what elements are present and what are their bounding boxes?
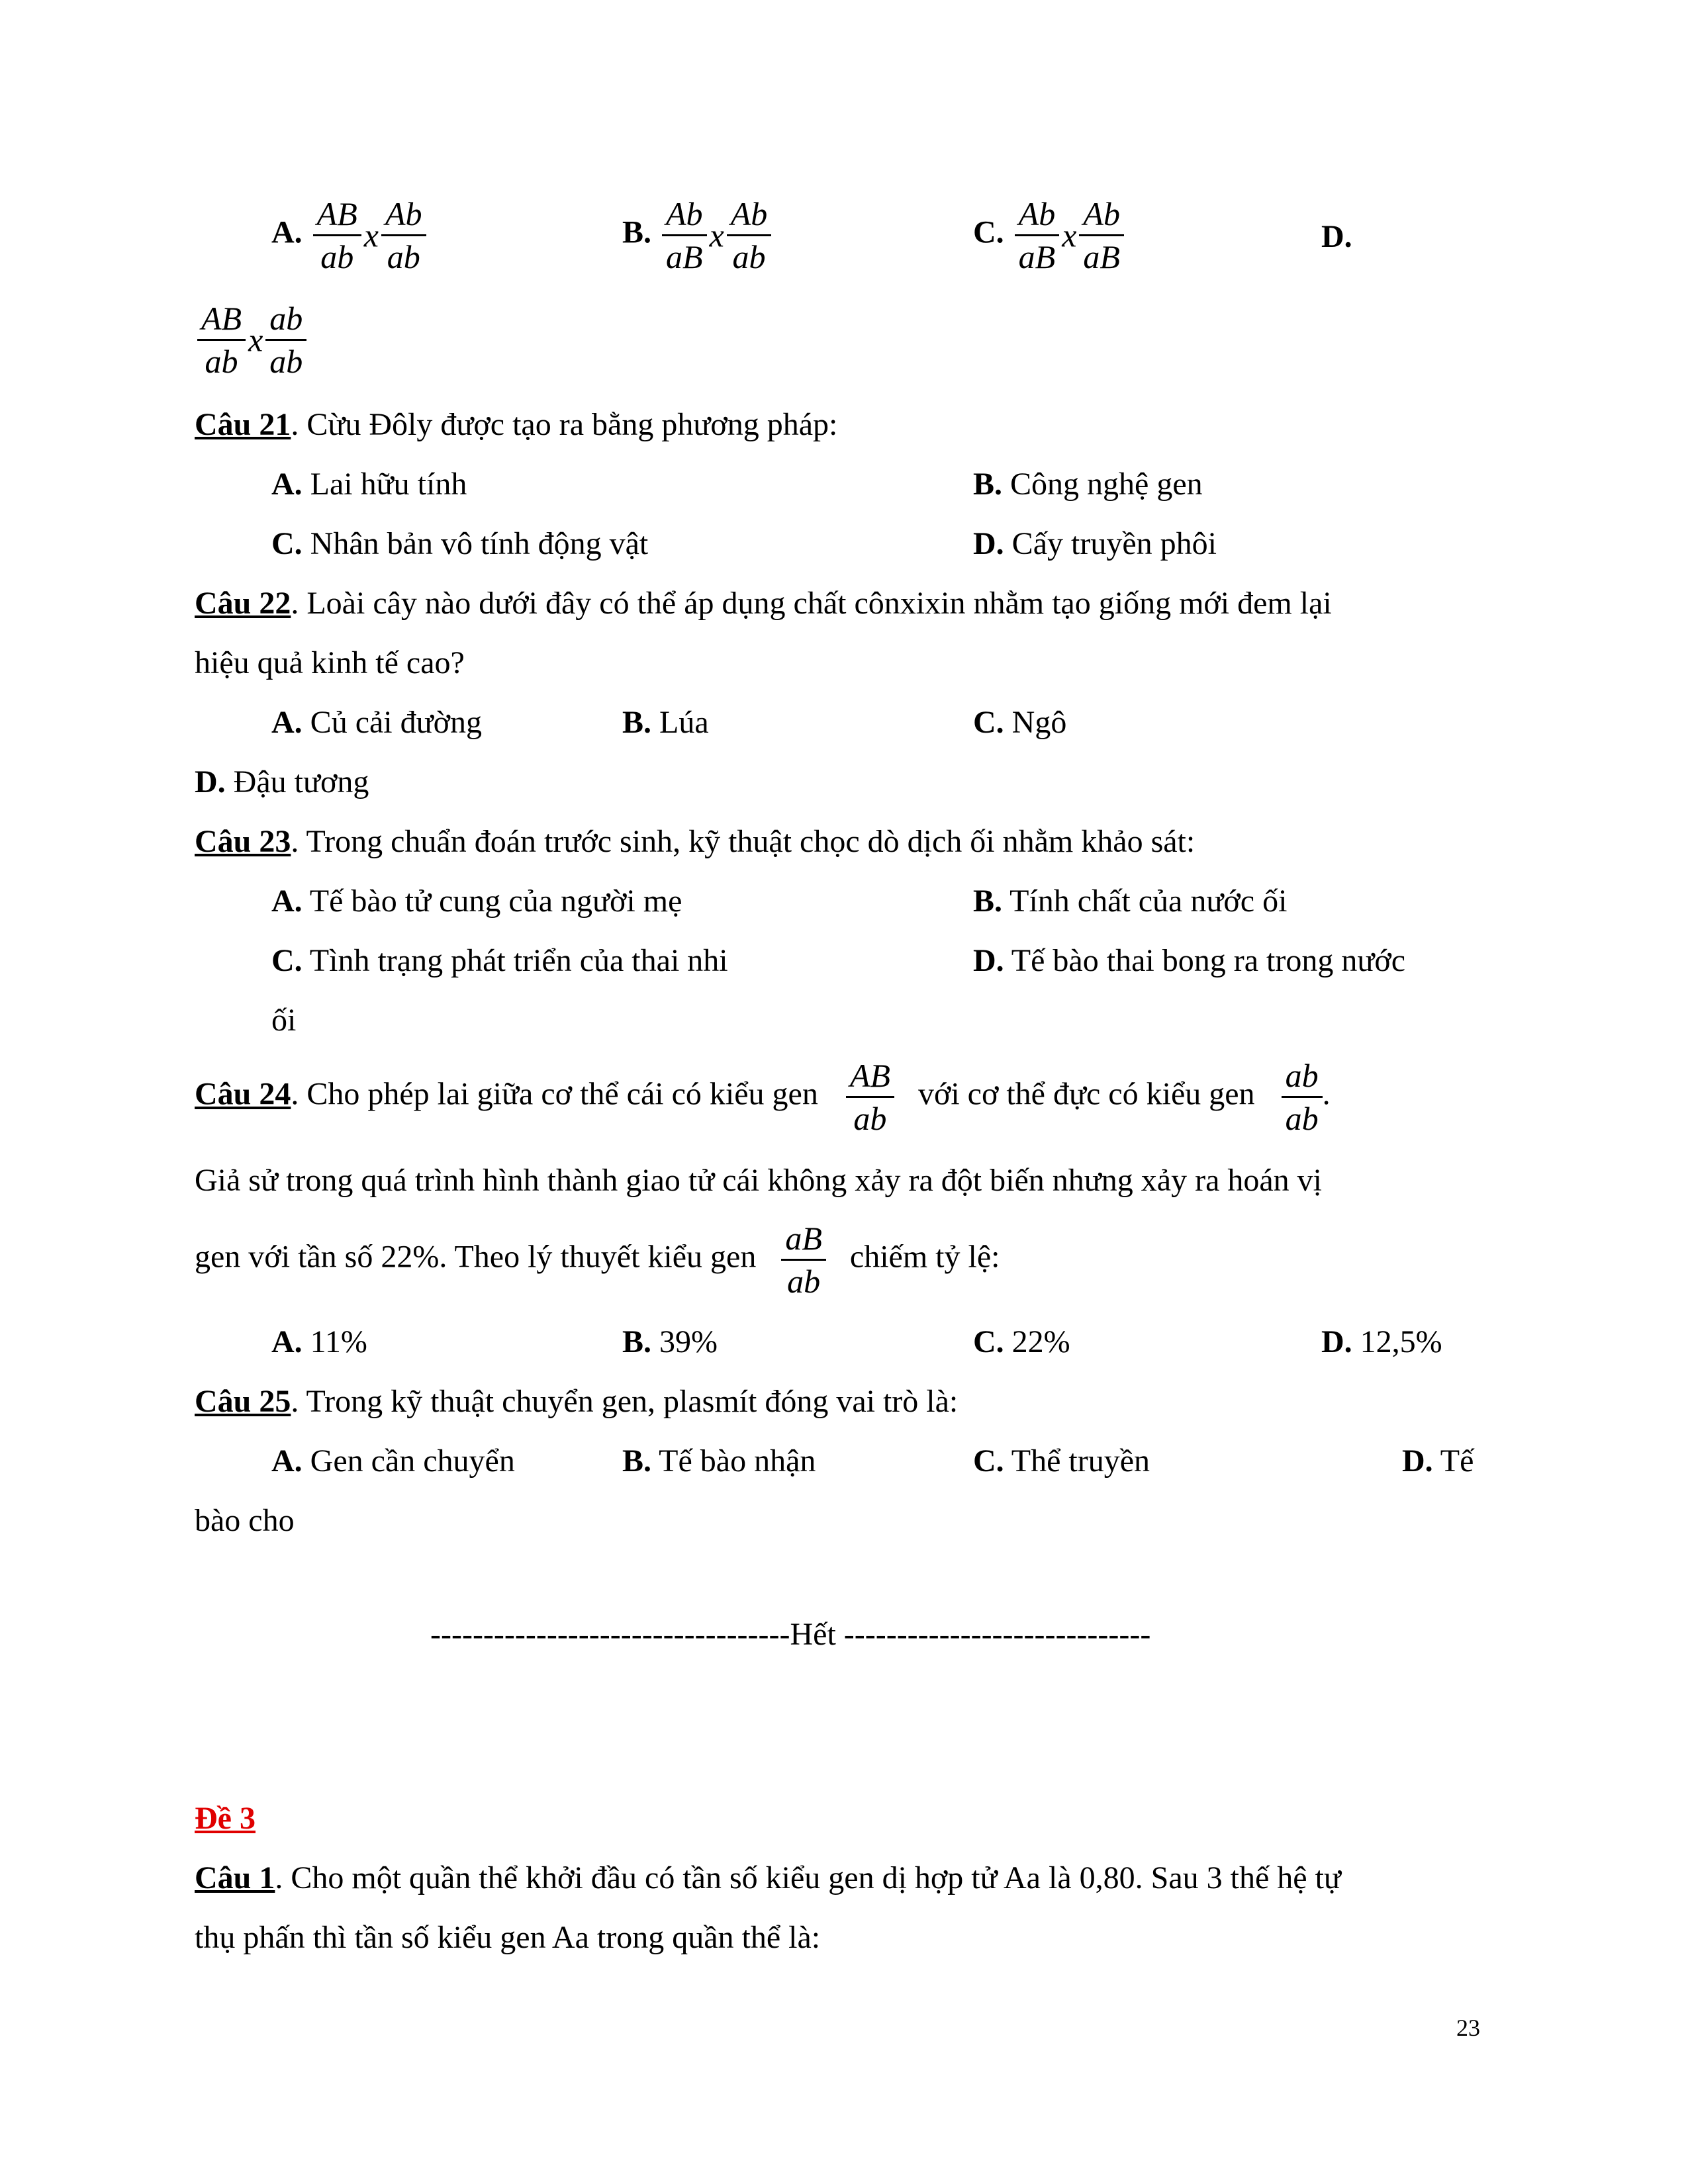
- fraction-denominator: aB: [1018, 238, 1056, 275]
- q22-option-d: [195, 762, 369, 802]
- option-text: 39%: [651, 1324, 718, 1359]
- option-text: Đậu tương: [225, 764, 369, 799]
- option-label: B.: [973, 884, 1003, 919]
- fraction-numerator: Ab: [662, 193, 707, 236]
- q25-option-a: [271, 1441, 515, 1481]
- question-number: Câu 1: [195, 1860, 275, 1895]
- fraction-numerator: AB: [846, 1055, 894, 1098]
- option-text: Tế bào tử cung của người mẹ: [302, 884, 682, 919]
- question-number: Câu 23: [195, 824, 291, 859]
- page-number-text: 23: [1456, 2015, 1480, 2041]
- fraction: [197, 298, 246, 382]
- option-label: B.: [622, 1324, 652, 1359]
- fraction-numerator: ab: [265, 298, 306, 341]
- option-text: Công nghệ gen: [1002, 467, 1203, 502]
- fraction: [313, 193, 361, 277]
- q24-option-b: [622, 1322, 718, 1362]
- option-text: Tế: [1432, 1443, 1474, 1479]
- option-text: Ngô: [1004, 705, 1067, 740]
- section-heading: [195, 1799, 256, 1839]
- fraction-genotype-target: [781, 1218, 826, 1302]
- cross-operator: x: [1062, 216, 1077, 254]
- q23-option-d-cont: [271, 1001, 296, 1040]
- option-label: A.: [271, 884, 303, 919]
- option-text: Lai hữu tính: [302, 467, 467, 502]
- q23-option-d: [973, 941, 1405, 981]
- q21-option-b: [973, 465, 1203, 504]
- fraction-denominator: ab: [320, 238, 354, 275]
- question-text: thụ phấn thì tần số kiểu gen Aa trong quần thể là:: [195, 1920, 821, 1955]
- option-text: Gen cần chuyển: [302, 1443, 515, 1479]
- fraction-denominator: aB: [1083, 238, 1120, 275]
- option-label: B.: [622, 1443, 652, 1479]
- cross-operator: x: [709, 216, 724, 254]
- option-label: D.: [1402, 1443, 1433, 1479]
- q25-option-b: [622, 1441, 816, 1481]
- option-text: Tính chất của nước ối: [1002, 884, 1288, 919]
- question-text: . Cừu Đôly được tạo ra bằng phương pháp:: [291, 407, 838, 442]
- q23-stem: [195, 822, 1195, 862]
- option-text: Cấy truyền phôi: [1004, 526, 1217, 561]
- question-text: chiếm tỷ lệ:: [849, 1239, 1000, 1275]
- option-label: B.: [622, 705, 652, 740]
- q22-option-b: [622, 703, 709, 743]
- fraction-numerator: Ab: [1015, 193, 1060, 236]
- option-label: C.: [973, 214, 1004, 250]
- fraction-denominator: ab: [1285, 1100, 1319, 1137]
- q1-stem-cont: [195, 1918, 820, 1958]
- option-label: C.: [271, 943, 303, 978]
- fraction-numerator: aB: [781, 1218, 826, 1261]
- fraction: [727, 193, 772, 277]
- fraction: [662, 193, 707, 277]
- q23-option-b: [973, 882, 1287, 921]
- question-number: Câu 22: [195, 586, 291, 621]
- q21-option-c: [271, 524, 648, 564]
- q23-option-a: [271, 882, 682, 921]
- option-label: A.: [271, 1324, 303, 1359]
- fraction-denominator: aB: [666, 238, 703, 275]
- question-number: Câu 25: [195, 1384, 291, 1419]
- option-label: D.: [973, 526, 1004, 561]
- q1-stem: [195, 1858, 1341, 1898]
- fraction-denominator: ab: [732, 238, 766, 275]
- option-label: C.: [973, 1324, 1004, 1359]
- option-text: 12,5%: [1352, 1324, 1442, 1359]
- option-text: Thể truyền: [1004, 1443, 1150, 1479]
- question-text: gen với tần số 22%. Theo lý thuyết kiểu gen: [195, 1239, 757, 1275]
- fraction: [265, 298, 306, 382]
- option-label: C.: [271, 526, 303, 561]
- option-text: ối: [271, 1003, 297, 1038]
- q24-option-d: [1321, 1322, 1442, 1362]
- q20-option-d-label: [1321, 217, 1352, 257]
- fraction-denominator: ab: [787, 1263, 821, 1300]
- q22-stem: [195, 584, 1332, 623]
- option-label: D.: [1321, 219, 1352, 254]
- q24-option-a: [271, 1322, 367, 1362]
- q25-stem: [195, 1382, 958, 1422]
- fraction-numerator: Ab: [381, 193, 426, 236]
- end-marker-text: ----------------------------------Hết -----------------------------: [430, 1617, 1151, 1652]
- question-text: . Loài cây nào dưới đây có thể áp dụng chất cônxixin nhằm tạo giống mới đem lại: [291, 586, 1332, 621]
- q21-option-d: [973, 524, 1217, 564]
- q25-option-c: [973, 1441, 1150, 1481]
- question-text: .: [1322, 1076, 1331, 1112]
- question-number: Câu 24: [195, 1076, 291, 1112]
- question-text: . Cho một quần thể khởi đầu có tần số kiểu gen dị hợp tử Aa là 0,80. Sau 3 thế hệ tự: [275, 1860, 1341, 1895]
- option-text: Củ cải đường: [302, 705, 483, 740]
- question-number: Câu 21: [195, 407, 291, 442]
- fraction-denominator: ab: [853, 1100, 887, 1137]
- q22-option-a: [271, 703, 482, 743]
- option-label: D.: [973, 943, 1004, 978]
- option-label: D.: [195, 764, 226, 799]
- q24-stem-line2: [195, 1161, 1322, 1201]
- fraction-genotype-male: [1282, 1055, 1323, 1139]
- q24-stem-line3: [195, 1218, 1000, 1302]
- q20-option-c: [973, 193, 1127, 277]
- page-number: [1456, 2008, 1480, 2048]
- q20-option-d: [195, 298, 309, 382]
- option-label: B.: [622, 214, 652, 250]
- option-label: A.: [271, 1443, 303, 1479]
- q20-option-b: [622, 193, 774, 277]
- fraction-numerator: AB: [313, 193, 361, 236]
- fraction-denominator: ab: [269, 343, 303, 380]
- fraction-numerator: ab: [1282, 1055, 1323, 1098]
- q24-option-c: [973, 1322, 1070, 1362]
- question-text: Giả sử trong quá trình hình thành giao tử cái không xảy ra đột biến nhưng xảy ra hoán vị: [195, 1163, 1323, 1198]
- q22-stem-cont: [195, 643, 465, 683]
- end-marker: [430, 1615, 1150, 1655]
- option-text: Tình trạng phát triển của thai nhi: [302, 943, 728, 978]
- question-text: . Trong chuẩn đoán trước sinh, kỹ thuật chọc dò dịch ối nhằm khảo sát:: [291, 824, 1196, 859]
- cross-operator: x: [248, 321, 263, 359]
- question-text: . Cho phép lai giữa cơ thể cái có kiểu gen: [291, 1076, 818, 1112]
- option-label: C.: [973, 1443, 1004, 1479]
- option-label: C.: [973, 705, 1004, 740]
- cross-operator: x: [363, 216, 379, 254]
- option-label: A.: [271, 705, 303, 740]
- question-text: với cơ thể đực có kiểu gen: [917, 1076, 1255, 1112]
- q25-option-d-cont: [195, 1501, 295, 1541]
- option-text: 11%: [302, 1324, 367, 1359]
- fraction: [381, 193, 426, 277]
- option-text: 22%: [1004, 1324, 1070, 1359]
- option-text: Lúa: [651, 705, 709, 740]
- section-heading-text: Đề 3: [195, 1801, 256, 1836]
- option-label: A.: [271, 214, 303, 250]
- option-label: B.: [973, 467, 1003, 502]
- fraction-denominator: ab: [387, 238, 420, 275]
- q24-stem: [195, 1055, 1331, 1139]
- fraction-numerator: AB: [197, 298, 246, 341]
- option-text: Nhân bản vô tính động vật: [302, 526, 649, 561]
- fraction-numerator: Ab: [727, 193, 772, 236]
- q22-option-c: [973, 703, 1066, 743]
- option-label: D.: [1321, 1324, 1352, 1359]
- fraction-denominator: ab: [205, 343, 238, 380]
- q25-option-d: [1402, 1441, 1474, 1481]
- fraction: [1079, 193, 1124, 277]
- q23-option-c: [271, 941, 728, 981]
- q21-option-a: [271, 465, 467, 504]
- option-text: bào cho: [195, 1503, 295, 1538]
- fraction-numerator: Ab: [1079, 193, 1124, 236]
- option-text: Tế bào nhận: [651, 1443, 816, 1479]
- q20-option-a: [271, 193, 429, 277]
- q21-stem: [195, 405, 837, 445]
- option-text: Tế bào thai bong ra trong nước: [1004, 943, 1406, 978]
- option-label: A.: [271, 467, 303, 502]
- fraction-genotype-female: [846, 1055, 894, 1139]
- question-text: . Trong kỹ thuật chuyển gen, plasmít đóng vai trò là:: [291, 1384, 959, 1419]
- question-text: hiệu quả kinh tế cao?: [195, 645, 465, 680]
- fraction: [1015, 193, 1060, 277]
